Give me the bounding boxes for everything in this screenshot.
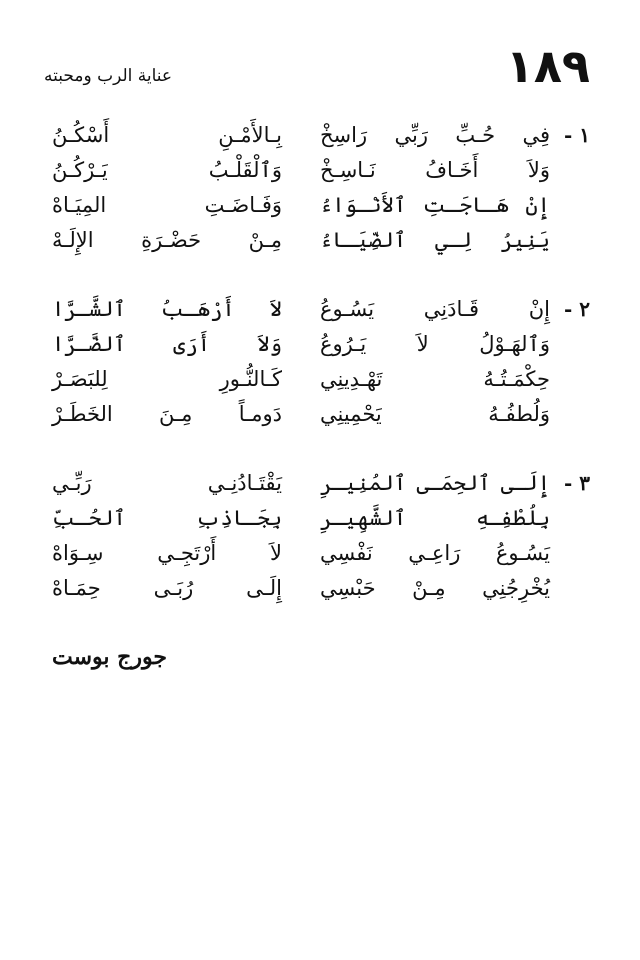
stanza-1 <box>40 118 590 258</box>
author-name: جورج بوست <box>52 644 167 670</box>
verse-line <box>40 223 590 258</box>
verse-line <box>40 118 590 153</box>
second-hemistich: دَومـاً مِـنَ الخَطَـرْ <box>52 402 282 426</box>
page-number: ١٨٩ <box>505 39 590 93</box>
second-hemistich: وَلاَ أَرَى ٱلضَّـرَّا <box>52 332 282 356</box>
second-hemistich: بِجَـاذِبِ ٱلحُـبِّ <box>52 506 282 530</box>
stanza-number: ١ - <box>563 123 590 147</box>
first-hemistich: إِلَـى ٱلحِمَـى ٱلمُنِيـرِ <box>320 471 550 495</box>
second-hemistich: بِـالأَمْـنِ أَسْكُـنُ <box>52 123 282 147</box>
stanza-number: ٣ - <box>563 471 590 495</box>
first-hemistich: إِنْ هَـاجَـتِ ٱلأَنْـوَاءُ <box>320 193 550 217</box>
first-hemistich: يَنِيرُ لِـي ٱلضِّيَـاءُ <box>320 228 550 252</box>
second-hemistich: يَقْتَـادُنِـي رَبِّـي <box>52 471 282 495</box>
running-title: عناية الرب ومحبته <box>44 66 173 86</box>
first-hemistich: وَلُطفُـهُ يَحْمِينِي <box>320 402 550 426</box>
stanza-3 <box>40 466 590 606</box>
verse-line <box>40 397 590 432</box>
second-hemistich: مِـنْ حَضْـرَةِ الإِلَـهْ <box>52 228 282 252</box>
first-hemistich: فِي حُـبِّ رَبِّي رَاسِخْ <box>320 123 550 147</box>
first-hemistich: إِنْ قَـادَنِي يَسُـوعُ <box>320 297 550 321</box>
verse-line <box>40 292 590 327</box>
second-hemistich: وَفَـاضَـتِ المِيَـاهْ <box>52 193 282 217</box>
first-hemistich: وَلاَ أَخَـافُ نَـاسِـخْ <box>320 158 550 182</box>
verse-line <box>40 362 590 397</box>
page-header <box>40 38 600 98</box>
first-hemistich: وَٱلهَـوْلُ لاَ يَـرُوعُ <box>320 332 550 356</box>
verse-line <box>40 536 590 571</box>
first-hemistich: يُخْرِجُنِي مِـنْ حَبْسِي <box>320 576 550 600</box>
second-hemistich: وَٱلْقَلْـبُ يَـرْكُـنُ <box>52 158 282 182</box>
verse-line <box>40 571 590 606</box>
first-hemistich: بِلُطْفِـهِ ٱلشَّهِيـرِ <box>320 506 550 530</box>
stanza-number: ٢ - <box>563 297 590 321</box>
verse-line <box>40 327 590 362</box>
verse-line <box>40 466 590 501</box>
first-hemistich: حِكْمَـتُـهُ تَهْـدِينِي <box>320 367 550 391</box>
first-hemistich: يَسُـوعُ رَاعِـي نَفْسِي <box>320 541 550 565</box>
second-hemistich: كَـالنُّـورِ لِلبَصَـرْ <box>52 367 282 391</box>
stanza-2 <box>40 292 590 432</box>
second-hemistich: لاَ أَرْهَـبُ ٱلشَّـرَّا <box>52 297 282 321</box>
second-hemistich: لاَ أَرْتَجِـي سِـوَاهْ <box>52 541 282 565</box>
second-hemistich: إِلَـى رُبَـى حِمَـاهْ <box>52 576 282 600</box>
verse-line <box>40 501 590 536</box>
verse-line <box>40 153 590 188</box>
verse-line <box>40 188 590 223</box>
